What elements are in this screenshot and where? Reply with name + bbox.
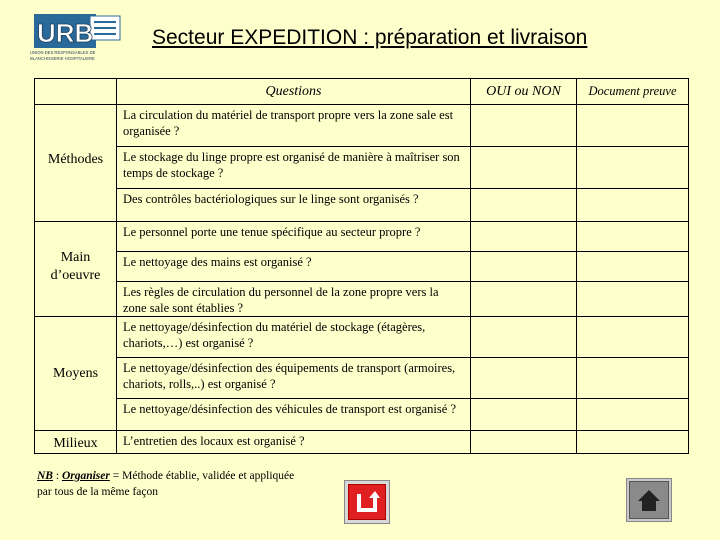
answer-cell[interactable] [471,282,577,317]
proof-document-cell[interactable] [577,252,689,282]
proof-document-cell[interactable] [577,317,689,358]
answer-cell[interactable] [471,222,577,252]
note-term: Organiser [61,470,110,482]
question-cell: Le nettoyage/désinfection des véhicules de transport est organisé ? [117,399,471,431]
question-cell: La circulation du matériel de transport propre vers la zone sale est organisée ? [117,105,471,147]
note [37,468,297,500]
table-row [35,222,689,252]
category-cell [35,431,117,454]
category-cell [35,105,117,222]
table-row [35,317,689,358]
note-colon: : [52,470,62,482]
category-label: Méthodes [47,152,104,167]
table-row [35,147,689,189]
proof-document-cell[interactable] [577,358,689,399]
header-blank-cell [35,79,117,105]
proof-document-cell[interactable] [577,282,689,317]
proof-document-cell[interactable] [577,399,689,431]
category-label: Main d’oeuvre [50,250,101,283]
proof-document-cell[interactable] [577,147,689,189]
note-prefix: NB [37,470,53,482]
question-cell: Le nettoyage/désinfection des équipements de transport (armoires, chariots, rolls,..) est organisé ? [117,358,471,399]
back-button[interactable] [344,480,390,524]
category-label: Milieux [53,436,98,451]
answer-cell[interactable] [471,147,577,189]
page-title: Secteur EXPEDITION : préparation et livraison [152,26,588,49]
category-cell [35,222,117,317]
column-header-document-preuve: Document preuve [577,79,689,105]
question-cell: Le personnel porte une tenue spécifique au secteur propre ? [117,222,471,252]
proof-document-cell[interactable] [577,431,689,454]
checklist-table [34,78,689,454]
answer-cell[interactable] [471,358,577,399]
answer-cell[interactable] [471,252,577,282]
table-row [35,252,689,282]
column-header-oui-non: OUI ou NON [471,79,577,105]
return-arrow-icon [348,484,386,520]
table-row [35,399,689,431]
header-row [35,79,689,105]
table-row [35,189,689,222]
answer-cell[interactable] [471,189,577,222]
question-cell: L’entretien des locaux est organisé ? [117,431,471,454]
question-cell: Le nettoyage/désinfection du matériel de stockage (étagères, chariots,…) est organisé ? [117,317,471,358]
svg-text:BLANCHISSERIE HOSPITALIERE: BLANCHISSERIE HOSPITALIERE [30,56,95,61]
proof-document-cell[interactable] [577,189,689,222]
question-cell: Les règles de circulation du personnel de la zone propre vers la zone sale sont établies ? [117,282,471,317]
column-header-questions: Questions [117,79,471,105]
category-label: Moyens [52,366,99,381]
svg-text:UNION DES RESPONSABLES DE: UNION DES RESPONSABLES DE [30,50,96,55]
svg-text:URB: URB [37,18,94,48]
table-row [35,431,689,454]
answer-cell[interactable] [471,105,577,147]
proof-document-cell[interactable] [577,105,689,147]
answer-cell[interactable] [471,317,577,358]
table-row [35,282,689,317]
table-row [35,358,689,399]
category-cell [35,317,117,431]
question-cell: Le nettoyage des mains est organisé ? [117,252,471,282]
urb-logo [28,12,128,64]
answer-cell[interactable] [471,431,577,454]
answer-cell[interactable] [471,399,577,431]
table-row [35,105,689,147]
note-text: = Méthode établie, validée et appliquée par tous de la même façon [37,470,295,498]
home-icon [629,481,669,519]
question-cell: Le stockage du linge propre est organisé de manière à maîtriser son temps de stockage ? [117,147,471,189]
home-button[interactable] [626,478,672,522]
proof-document-cell[interactable] [577,222,689,252]
question-cell: Des contrôles bactériologiques sur le linge sont organisés ? [117,189,471,222]
